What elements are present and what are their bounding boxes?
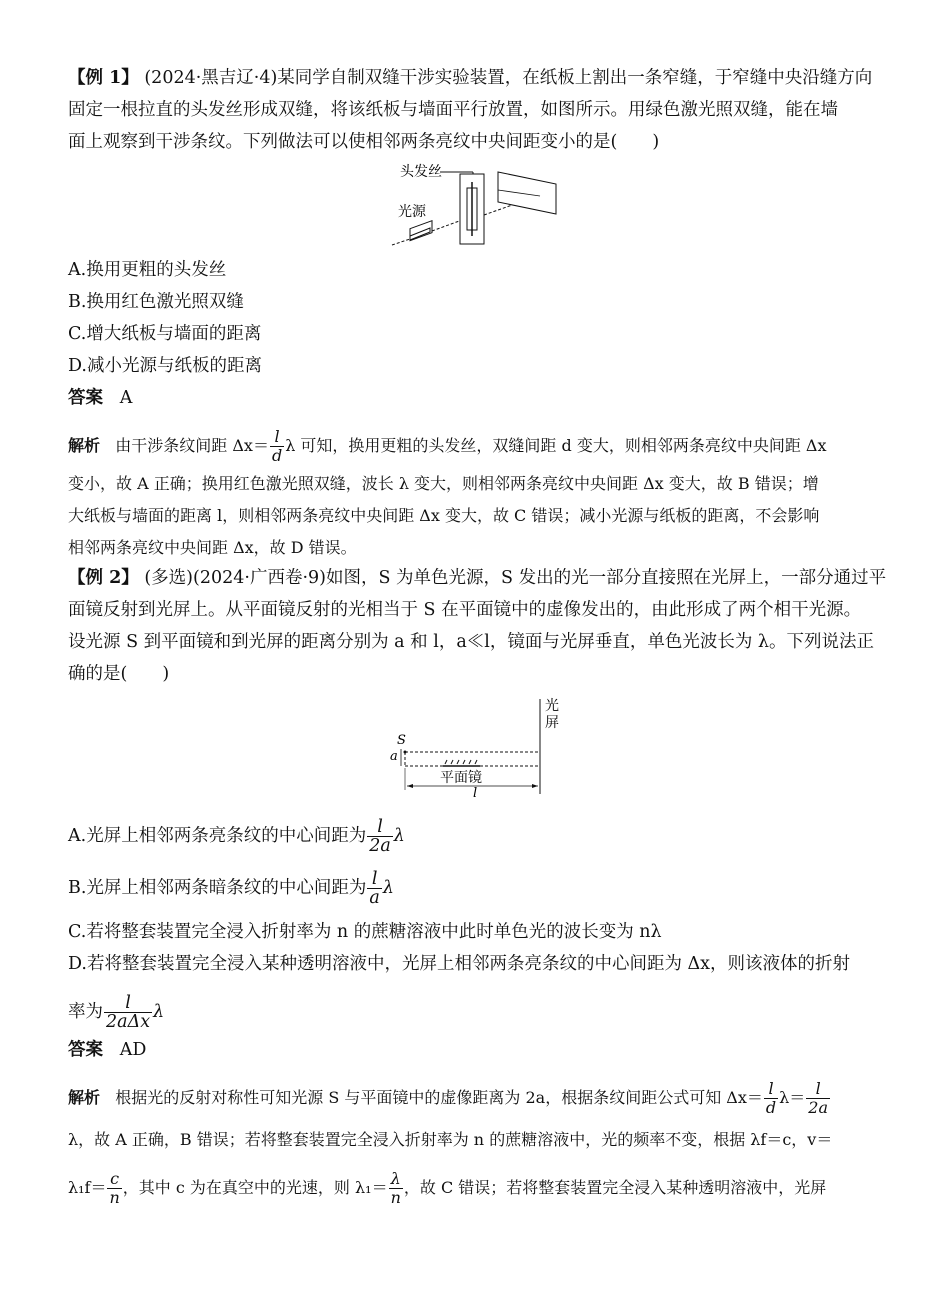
svg-text:屏: 屏 xyxy=(545,715,559,731)
ex1-figure xyxy=(390,160,570,250)
ex1-label: 【例 1】 xyxy=(68,68,139,88)
ex1-stem-line-1: 【例 1】 (2024·黑吉辽·4)某同学自制双缝干涉实验装置，在纸板上割出一条窄缝，于窄缝中央沿缝方向 xyxy=(68,68,873,88)
ex2-stem-line-1: 【例 2】 (多选)(2024·广西卷·9)如图，S 为单色光源，S 发出的光一部分直接照在光屏上，一部分通过平 xyxy=(68,568,887,588)
ex1-option-c: C.增大纸板与墙面的距离 xyxy=(68,324,262,344)
ex1-stem-line-2: 固定一根拉直的头发丝形成双缝，将该纸板与墙面平行放置，如图所示。用绿色激光照双缝，能在墙 xyxy=(68,100,838,120)
ex1-answer: 答案 A xyxy=(68,388,133,408)
svg-text:l: l xyxy=(473,786,478,801)
ex2-analysis-line-1: 解析 根据光的反射对称性可知光源 S 与平面镜中的虚像距离为 2a，根据条纹间距公式可知 Δx＝ $\frac{l}{d}$ λ＝ $\frac{l}{2a}$ xyxy=(68,1079,829,1117)
ex2-option-d-line-1: D.若将整套装置完全浸入某种透明溶液中，光屏上相邻两条亮条纹的中心间距为 Δx，则该液体的折射 xyxy=(68,954,851,974)
ex2-answer: 答案 AD xyxy=(68,1040,147,1060)
ex2-figure xyxy=(385,694,585,802)
ex1-option-b: B.换用红色激光照双缝 xyxy=(68,292,244,312)
ex2-label: 【例 2】 xyxy=(68,568,139,588)
ex2-analysis-line-3: λ₁f＝ $\frac{c}{n}$ ，其中 c 为在真空中的光速，则 λ₁＝ $\frac{\lambda}{n}$ ，故 C 错误；若将整套装置完全浸入某种透明溶液中，光屏 xyxy=(68,1169,827,1207)
svg-text:a: a xyxy=(390,749,398,764)
ex1-analysis-line-4: 相邻两条亮纹中央间距 Δx，故 D 错误。 xyxy=(68,538,357,557)
ex2-option-d-line-2: 率为 $\frac{l}{\text{2aΔx}}$ λ xyxy=(68,993,165,1032)
ex1-stem-line-3: 面上观察到干涉条纹。下列做法可以使相邻两条亮纹中央间距变小的是( ) xyxy=(68,132,660,152)
ex2-stem-line-2: 面镜反射到光屏上。从平面镜反射的光相当于 S 在平面镜中的虚像发出的，由此形成了两个相干光源。 xyxy=(68,600,862,620)
ex2-stem-line-4: 确的是( ) xyxy=(68,664,170,684)
ex1-option-a: A.换用更粗的头发丝 xyxy=(68,260,227,280)
ex2-stem-line-3: 设光源 S 到平面镜和到光屏的距离分别为 a 和 l，a≪l，镜面与光屏垂直，单色光波长为 λ。下列说法正 xyxy=(68,632,875,652)
ex1-analysis-line-3: 大纸板与墙面的距离 l，则相邻两条亮纹中央间距 Δx 变大，故 C 错误；减小光源与纸板的距离，不会影响 xyxy=(68,506,820,525)
ex2-option-a: A.光屏上相邻两条亮条纹的中心间距为 $\frac{l}{2a}$ λ xyxy=(68,817,405,856)
svg-text:光: 光 xyxy=(545,698,559,714)
ex2-analysis-line-2: λ，故 A 正确，B 错误；若将整套装置完全浸入折射率为 n 的蔗糖溶液中，光的频率不变，根据 λf＝c，v＝ xyxy=(68,1130,833,1149)
ex2-option-c: C.若将整套装置完全浸入折射率为 n 的蔗糖溶液中此时单色光的波长变为 nλ xyxy=(68,922,662,942)
svg-text:平面镜: 平面镜 xyxy=(440,770,482,786)
ex1-analysis-line-1: 解析 由干涉条纹间距 Δx＝ $\frac{l}{d}$ λ 可知，换用更粗的头发丝，双缝间距 d 变大，则相邻两条亮纹中央间距 Δx xyxy=(68,427,827,465)
ex1-analysis-line-2: 变小，故 A 正确；换用红色激光照双缝，波长 λ 变大，则相邻两条亮纹中央间距 Δx 变大，故 B 错误；增 xyxy=(68,474,819,493)
source-label: 光源 xyxy=(398,204,426,220)
ex1-option-d: D.减小光源与纸板的距离 xyxy=(68,356,262,376)
ex2-option-b: B.光屏上相邻两条暗条纹的中心间距为 $\frac{l}{a}$ λ xyxy=(68,869,394,908)
fraction-l-over-d: $\frac{l}{d}$ xyxy=(271,427,283,465)
hair-label: 头发丝 xyxy=(400,164,442,180)
svg-text:S: S xyxy=(397,733,406,748)
